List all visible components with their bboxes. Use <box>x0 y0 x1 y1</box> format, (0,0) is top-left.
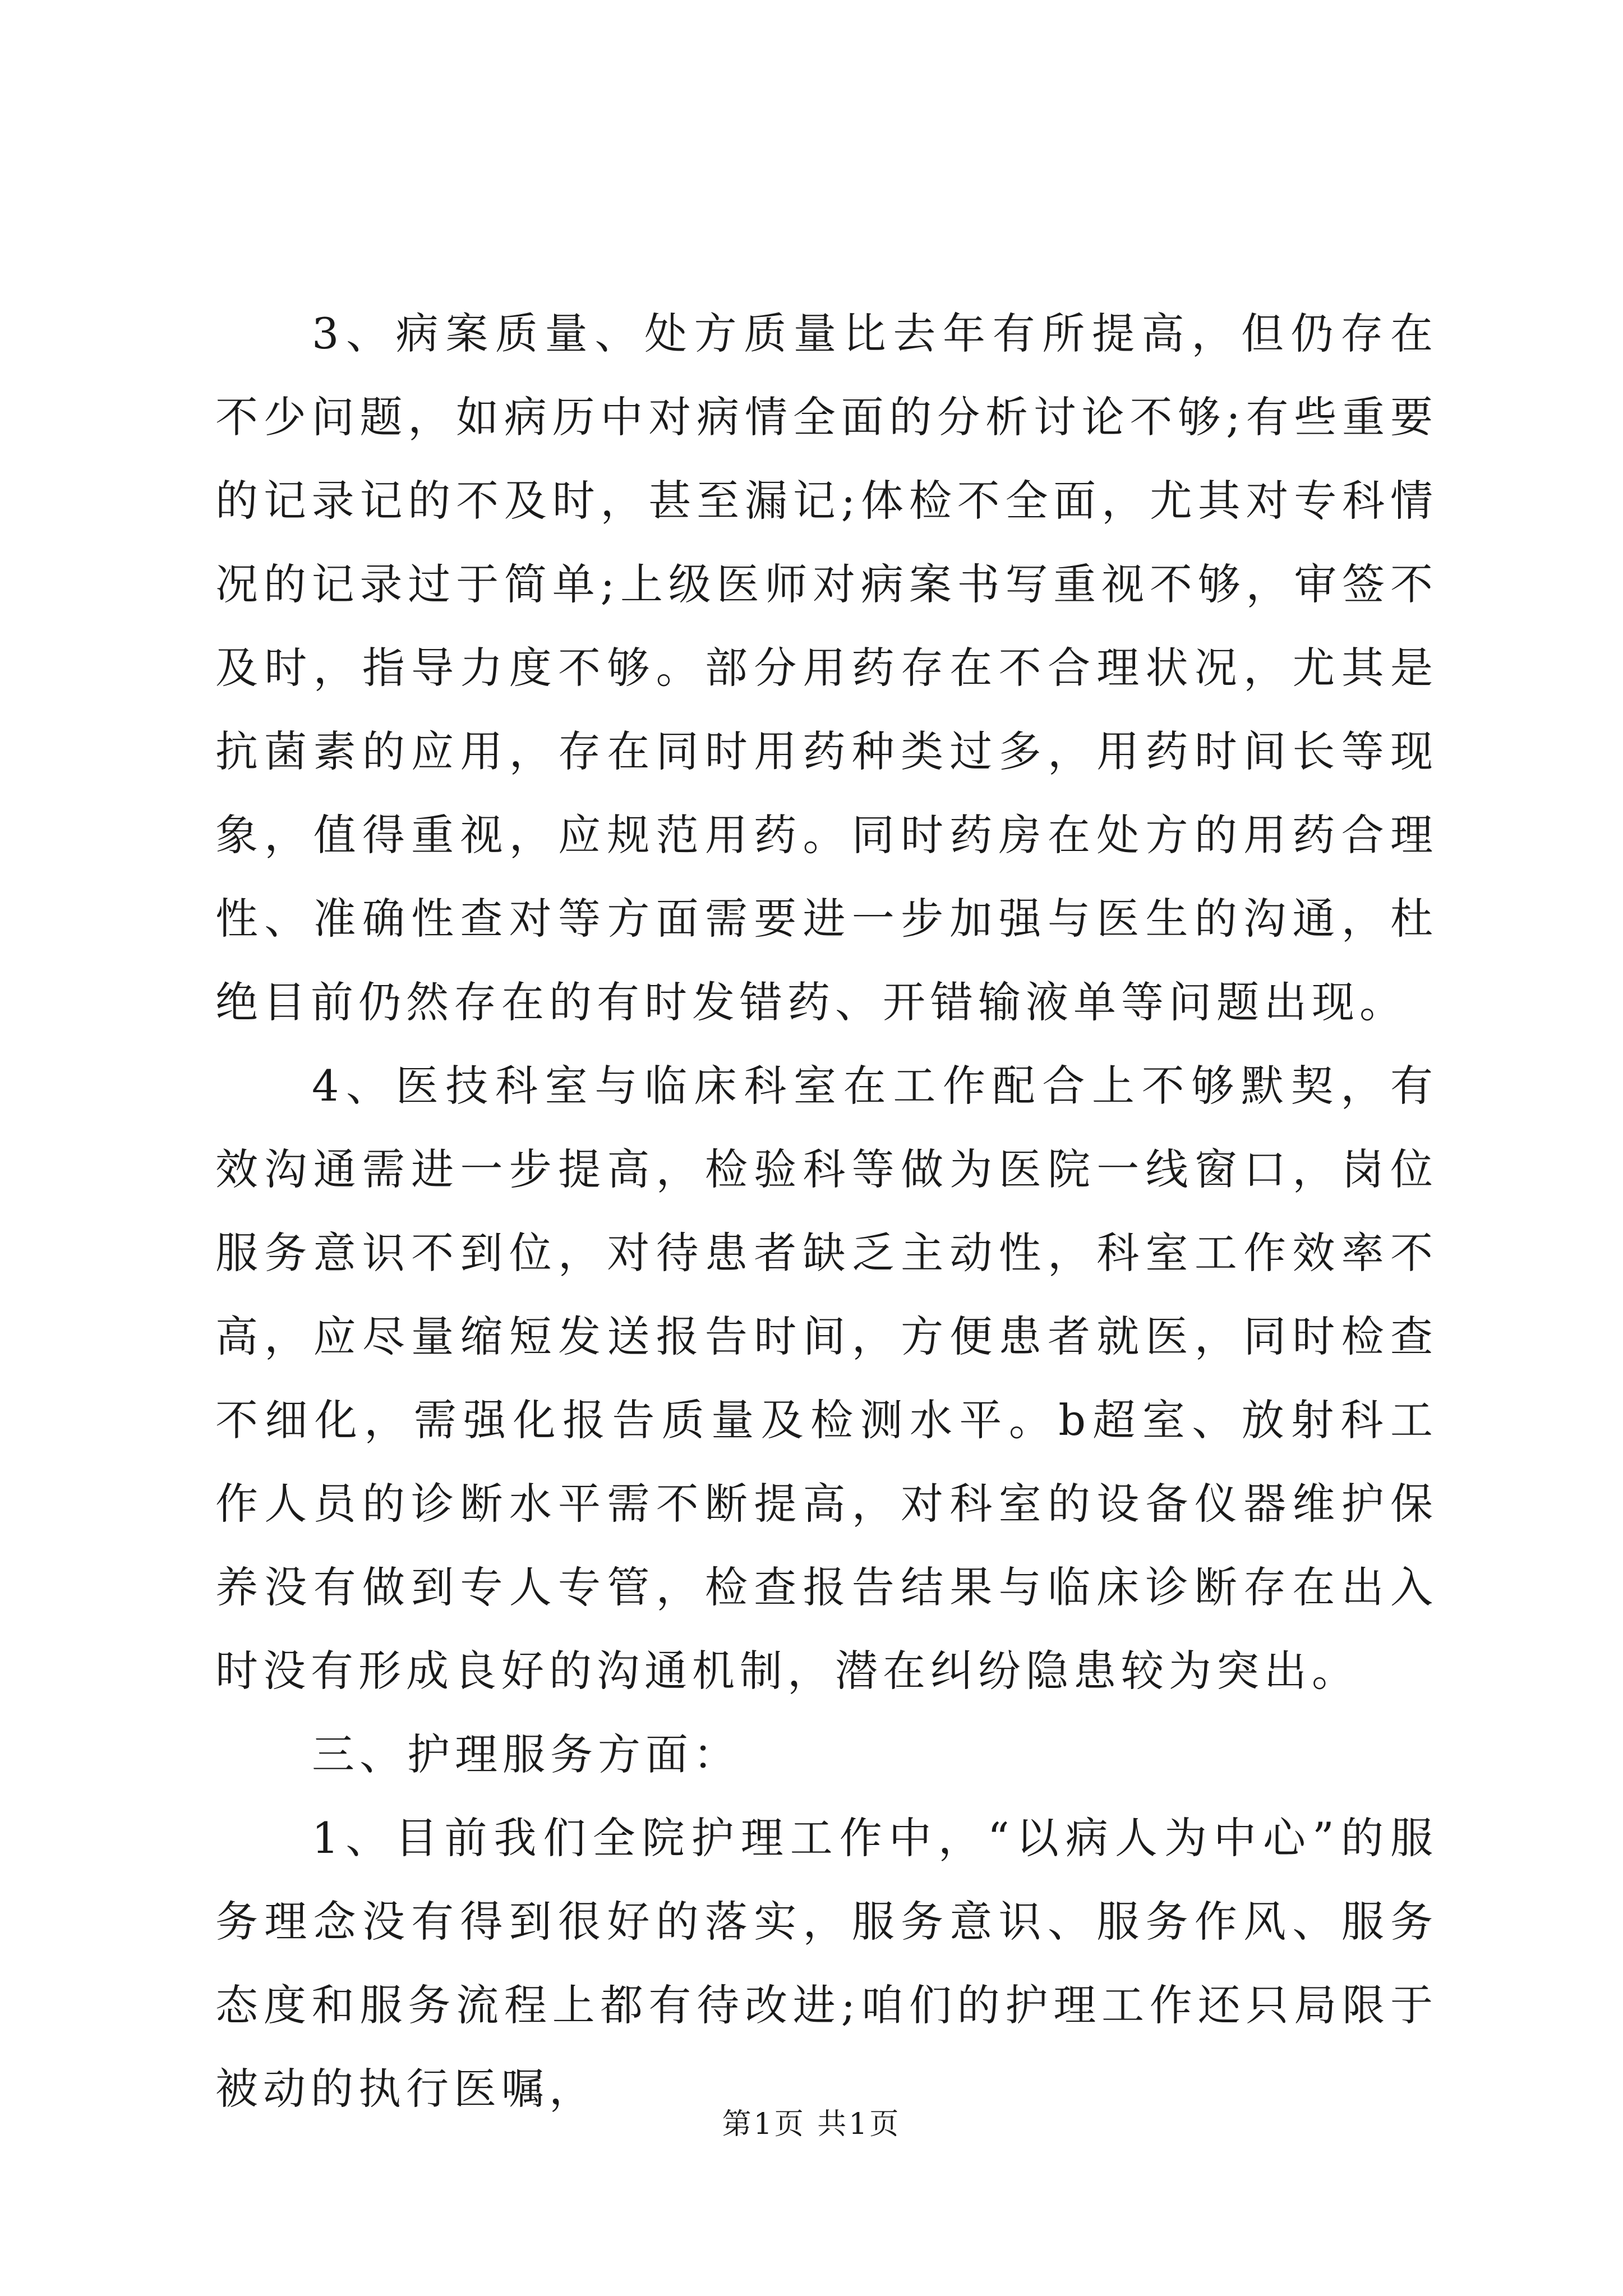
paragraph-medical-technology: 4、医技科室与临床科室在工作配合上不够默契，有效沟通需进一步提高，检验科等做为医院一线窗口，岗位服务意识不到位，对待患者缺乏主动性，科室工作效率不高，应尽量缩短发送报告时间，方便患者就医，同时检查不细化，需强化报告质量及检测水平。b超室、放射科工作人员的诊断水平需不断提高，对科室的设备仪器维护保养没有做到专人专管，检查报告结果与临床诊断存在出入时没有形成良好的沟通机制，潜在纠纷隐患较为突出。 <box>215 1061 1438 1696</box>
paragraph-medical-records: 3、病案质量、处方质量比去年有所提高，但仍存在不少问题，如病历中对病情全面的分析讨论不够;有些重要的记录记的不及时，甚至漏记;体检不全面，尤其对专科情况的记录过于简单;上级医师对病案书写重视不够，审签不及时，指导力度不够。部分用药存在不合理状况，尤其是抗菌素的应用，存在同时用药种类过多，用药时间长等现象，值得重视，应规范用药。同时药房在处方的用药合理性、准确性查对等方面需要进一步加强与医生的沟通，杜绝目前仍然存在的有时发错药、开错输液单等问题出现。 <box>215 309 1438 1027</box>
page-number-footer: 第1页 共1页 <box>722 2108 901 2141</box>
section-heading-nursing: 三、护理服务方面： <box>312 1729 741 1779</box>
paragraph-nursing-service: 1、目前我们全院护理工作中，“以病人为中心”的服务理念没有得到很好的落实，服务意识、服务作风、服务态度和服务流程上都有待改进;咱们的护理工作还只局限于被动的执行医嘱， <box>215 1813 1438 2114</box>
document-body <box>215 292 1438 2131</box>
